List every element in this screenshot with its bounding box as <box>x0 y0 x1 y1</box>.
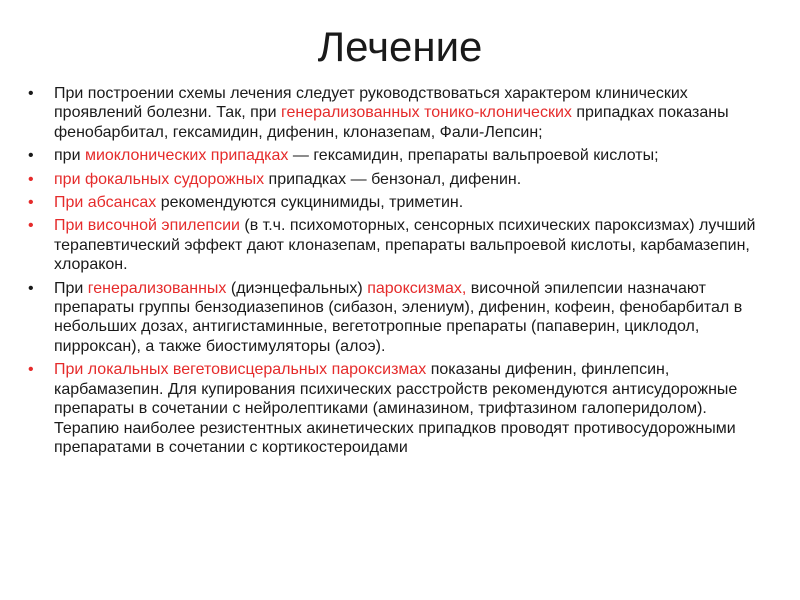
bullet-highlight-segment: генерализованных тонико-клонических <box>281 104 572 122</box>
bullet-item <box>28 193 758 212</box>
bullet-highlight-segment: миоклонических припадках <box>84 147 289 165</box>
bullet-text-segment: показаны дифенин, финлепсин, карбамазепин. Для купирования психических расстройств рекомендуются антисудорожные препараты в сочетании с нейролептиками (аминазином, трифтазином галоперидолом). Терапию наиболее резистентных акинетических припадков проводят противосудорожными препаратами в сочетании с кортикостероидами <box>54 361 738 456</box>
bullet-text-segment: При <box>54 279 88 297</box>
bullet-item <box>28 84 758 142</box>
bullet-text-segment: височной эпилепсии назначают препараты группы бензодиазепинов (сибазон, элениум), дифенин, кофеин, фенобарбитал в небольших дозах, антигистаминные, вегетотропные препараты (папаверин, циклодол, пирроксан), а также биостимуляторы (алоэ). <box>54 279 743 355</box>
bullet-highlight-segment: пароксизмах, <box>367 279 467 297</box>
bullet-item <box>28 170 758 189</box>
bullet-item <box>28 360 758 457</box>
bullet-item <box>28 216 758 274</box>
bullet-highlight-segment: генерализованных <box>87 279 227 297</box>
bullet-item <box>28 279 758 357</box>
bullet-text-segment: припадках показаны фенобарбитал, гексамидин, дифенин, клоназепам, Фали-Лепсин; <box>54 104 729 141</box>
bullet-highlight-segment: при фокальных судорожных <box>54 170 265 188</box>
bullet-text-segment: — гексамидин, препараты вальпроевой кислоты; <box>288 147 659 165</box>
bullet-highlight-segment: При абсансах <box>54 194 157 212</box>
bullet-highlight-segment: При локальных вегетовисцеральных пароксизмах <box>54 361 427 379</box>
bullet-text-segment: (в т.ч. психомоторных, сенсорных психических пароксизмах) лучший терапевтический эффект дают клоназепам, препараты вальпроевой кислоты, карбамазепин, хлоракон. <box>54 217 756 274</box>
bullet-highlight-segment: При височной эпилепсии <box>54 217 240 235</box>
bullet-text-segment: (диэнцефальных) <box>226 279 368 297</box>
bullet-text-segment: припадках — бензонал, дифенин. <box>264 170 522 188</box>
bullet-list <box>28 84 758 461</box>
bullet-text-segment: При построении схемы лечения следует руководствоваться характером клинических проявлений болезни. Так, при <box>54 85 688 122</box>
bullet-item <box>28 146 758 165</box>
slide-title: Лечение <box>317 23 483 70</box>
bullet-text-segment: при <box>54 147 85 165</box>
bullet-text-segment: рекомендуются сукцинимиды, триметин. <box>156 194 464 212</box>
